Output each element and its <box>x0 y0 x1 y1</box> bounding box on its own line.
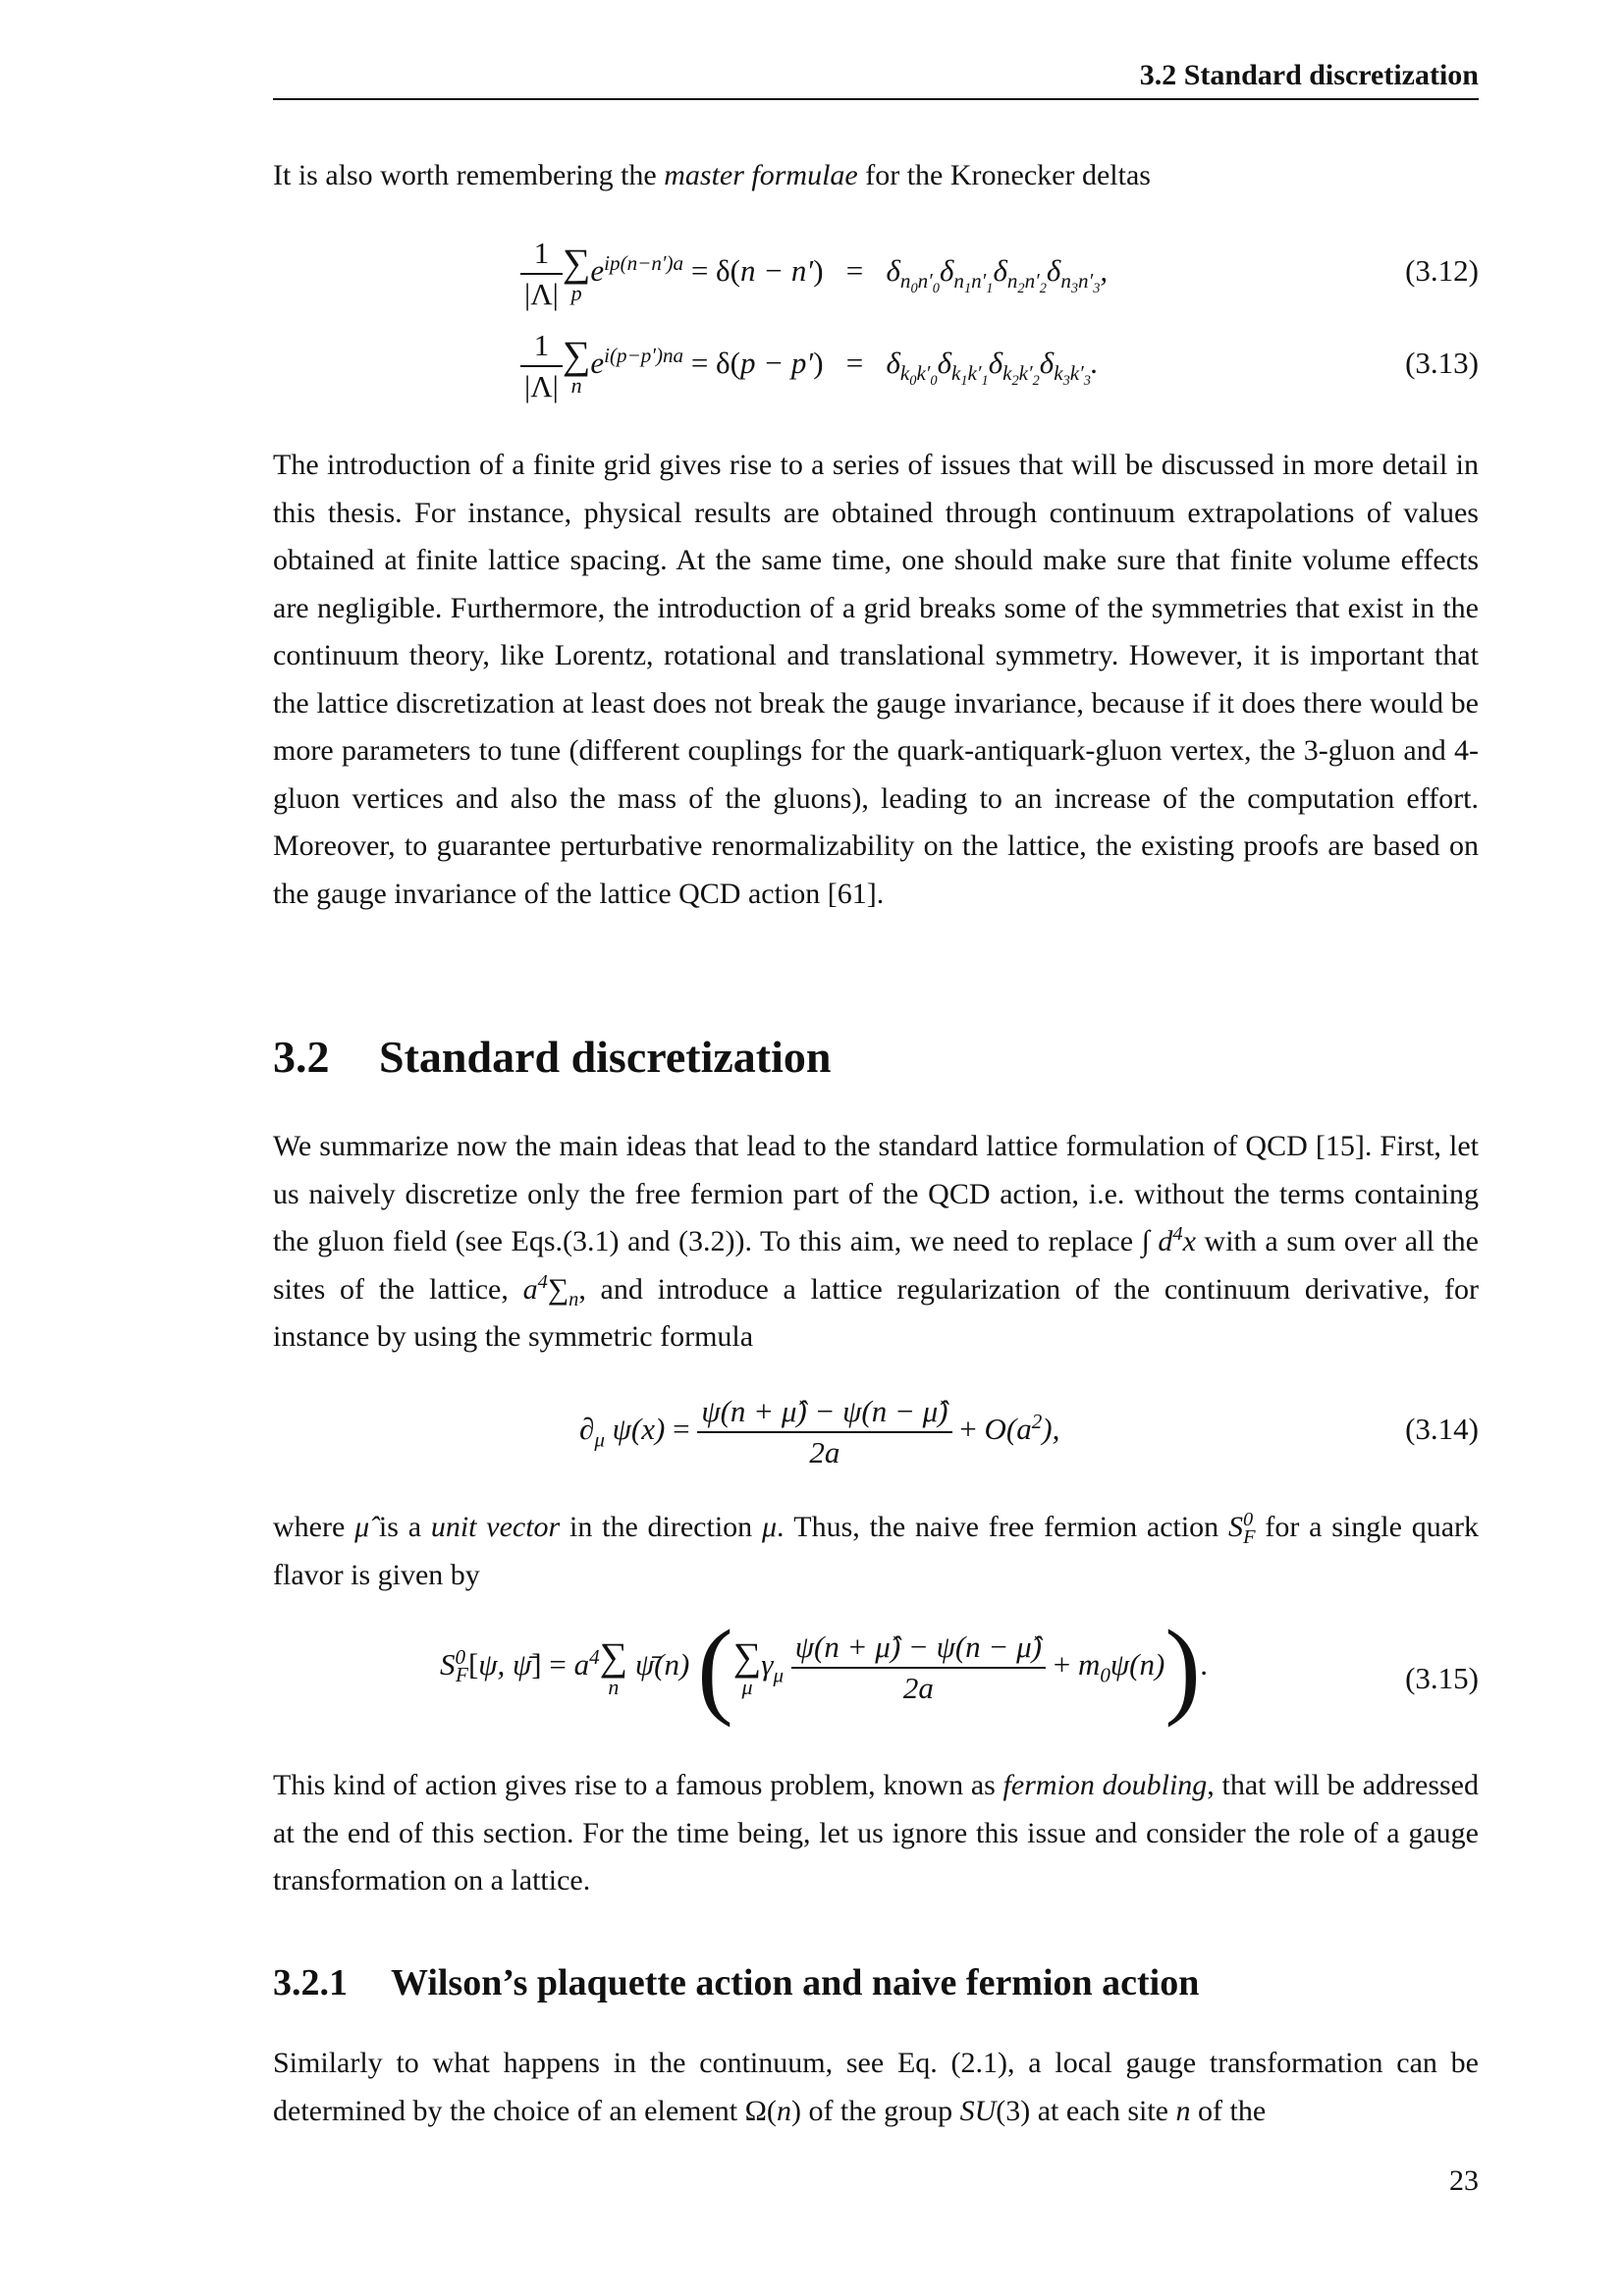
summary-part3: , and introduce a lattice regularization of the continuum derivative, for instance by using the symmetric formula <box>273 1272 1479 1353</box>
where-part2: is a <box>369 1511 431 1543</box>
similarly-part2: of the group <box>800 2094 960 2127</box>
subsection-title: Wilson’s plaquette action and naive fermion action <box>391 1962 1200 2003</box>
section-title: Standard discretization <box>379 1032 832 1082</box>
master-formulae-emph: master formulae <box>664 159 858 191</box>
s-f-zero: $S^0_F$ <box>1227 1509 1256 1548</box>
lattice-sum: $a^4\sum_n$ <box>522 1270 579 1310</box>
equation-number: (3.12) <box>1405 253 1479 288</box>
equation-3-13-body: $\frac{1}{|\Lambda|}$ ∑ n $e^{i(p-p')na} = \delta(p - p')$ = $\delta_{k_0k'_0}\delta_{k_1k'_1}\delta_{k_2k'_2}\delta_{k_3k'_3}$. <box>520 326 1099 406</box>
doubling-part1: This kind of action gives rise to a famous problem, known as <box>273 1769 1003 1801</box>
subsection-heading <box>273 1961 1199 2004</box>
intro-before: It is also worth remembering the <box>273 159 665 191</box>
intro-line <box>273 152 1479 200</box>
mu-hat: μ̂ <box>354 1511 370 1543</box>
where-part5: for a single quark flavor is given by <box>273 1511 1479 1591</box>
equation-number: (3.13) <box>1405 346 1479 380</box>
running-header: 3.2 Standard discretization <box>1139 59 1479 91</box>
summary-part1: We summarize now the main ideas that lead to the standard lattice formulation of QCD [15]. First, let us naively discretize only the free fermion part of the QCD action, i.e. without the terms containing the gluon field (see Eqs.(3.1) and (3.2)). To this aim, we need to replace <box>273 1130 1479 1257</box>
intro-after: for the Kronecker deltas <box>857 159 1151 191</box>
integral-d4x: ∫ $d^4x$ <box>1141 1223 1196 1257</box>
paragraph-finite-grid: The introduction of a finite grid gives rise to a series of issues that will be discussed in more detail in this thesis. For instance, physical results are obtained through continuum extrapolations of values obtained at finite lattice spacing. At the same time, one should make sure that finite volume effects are negligible. Furthermore, the introduction of a grid breaks some of the symmetries that exist in the continuum theory, like Lorentz, rotational and translational symmetry. However, it is important that the lattice discretization at least does not break the gauge invariance, because if it does there would be more parameters to tune (different couplings for the quark-antiquark-gluon vertex, the 3-gluon and 4-gluon vertices and also the mass of the gluons), leading to an increase of the computation effort. Moreover, to guarantee perturbative renormalizability on the lattice, the existing proofs are based on the gauge invariance of the lattice QCD action [61]. <box>273 449 1479 910</box>
paragraph-summary <box>273 1123 1479 1362</box>
page-number: 23 <box>1449 2164 1479 2197</box>
mu: μ <box>761 1511 778 1543</box>
equation-3-14 <box>273 1392 1479 1470</box>
equation-3-15-body: $S^0_F[\psi$, ψ̄] = $a^4$ ∑ n ψ̄(n) ( ∑ μ $\gamma_\mu$ $\frac{\psi(n + \mû) - \psi(n - \mû)}{2a}$ + $m_0\psi(n)$). <box>440 1608 1209 1728</box>
equation-3-13 <box>273 326 1479 404</box>
where-part4: . Thus, the naive free fermion action <box>777 1511 1228 1543</box>
equation-3-15 <box>273 1608 1479 1735</box>
similarly-part3: at each site <box>1030 2094 1176 2127</box>
section-heading <box>273 1031 831 1083</box>
summary-part2: with a sum over all the sites of the lattice, <box>273 1225 1480 1306</box>
equation-number: (3.14) <box>1405 1412 1479 1446</box>
su3: SU(3) <box>959 2094 1031 2127</box>
equation-number: (3.15) <box>1405 1661 1479 1695</box>
where-part1: where <box>273 1511 355 1543</box>
where-part3: in the direction <box>560 1511 762 1543</box>
equation-3-12-body: $\frac{1}{|\Lambda|}$ ∑ p $e^{ip(n-n')a} = \delta(n - n')$ = $\delta_{n_0n'_0}\delta_{n_1n'_1}\delta_{n_2n'_2}\delta_{n_3n'_3}$, <box>520 234 1108 314</box>
site-n: n <box>1175 2094 1191 2127</box>
paragraph-doubling <box>273 1762 1479 1905</box>
subsection-number: 3.2.1 <box>273 1962 348 2003</box>
equation-3-14-body: $\partial_\mu$ ψ(x) = $\frac{\psi(n + \mû) - \psi(n - \mû)}{2a}$ + $O(a^2)$, <box>579 1394 1060 1469</box>
fermion-doubling-emph: fermion doubling <box>1002 1769 1208 1801</box>
doubling-part2: , that will be addressed at the end of this section. For the time being, let us ignore this issue and consider the role of a gauge transformation on a lattice. <box>273 1769 1479 1896</box>
paragraph-where <box>273 1504 1479 1599</box>
unit-vector-emph: unit vector <box>430 1511 561 1543</box>
header-rule <box>273 98 1479 100</box>
paragraph-similarly <box>273 2040 1479 2135</box>
equation-3-12 <box>273 234 1479 312</box>
section-number: 3.2 <box>273 1032 330 1082</box>
omega-n: Ω(n) <box>744 2094 801 2127</box>
similarly-part4: of the <box>1190 2094 1267 2127</box>
similarly-part1: Similarly to what happens in the continuum, see Eq. (2.1), a local gauge transformation can be determined by the choice of an element <box>273 2047 1479 2127</box>
